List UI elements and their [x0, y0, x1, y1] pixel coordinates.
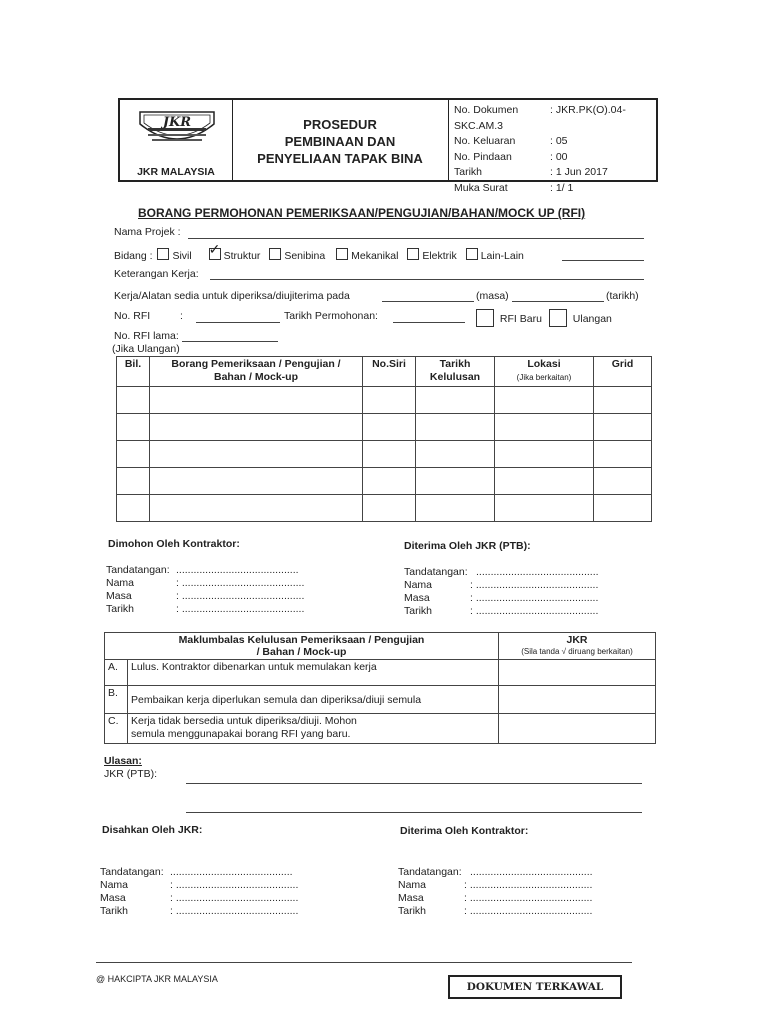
- bidang-row: Bidang : Sivil ✓ Struktur Senibina Mekanikal Elektrik Lain-Lain: [114, 241, 524, 262]
- disahkan-jkr-title: Disahkan Oleh JKR:: [102, 824, 203, 836]
- org-name: JKR MALAYSIA: [137, 166, 215, 178]
- document-meta: No. Dokumen : JKR.PK(O).04-SKC.AM.3 No. Keluaran : 05 No. Pindaan : 00 Tarikh : 1 Jun 2017 Muka Surat : 1/ 1: [454, 104, 626, 194]
- form-title: BORANG PERMOHONAN PEMERIKSAAN/PENGUJIAN/BAHAN/MOCK UP (RFI): [138, 206, 586, 220]
- no-rfi-field[interactable]: [196, 322, 280, 323]
- no-rfi-lama-label: No. RFI lama:: [114, 330, 179, 342]
- maklumbalas-header: Maklumbalas Kelulusan Pemeriksaan / Pengujian / Bahan / Mock-up: [105, 633, 499, 660]
- ulasan-jkr-label: JKR (PTB):: [104, 768, 158, 780]
- no-rfi-lama-field[interactable]: [182, 341, 278, 342]
- keterangan-field[interactable]: [210, 279, 644, 280]
- table-row: C. Kerja tidak bersedia untuk diperiksa/diuji. Mohon semula menggunapakai borang RFI yang baru.: [105, 714, 656, 744]
- check-mark-icon: ✓: [208, 241, 221, 257]
- logo-text: JKR: [162, 115, 192, 130]
- masa-field[interactable]: [382, 301, 474, 302]
- ulasan-title: Ulasan:: [104, 755, 142, 767]
- rfi-type-row: RFI Baru Ulangan: [476, 309, 612, 327]
- nama-projek-label: Nama Projek :: [114, 226, 181, 238]
- struktur-checkbox[interactable]: [208, 241, 221, 260]
- table-row: [117, 414, 652, 441]
- ulasan-line-1[interactable]: [186, 783, 642, 784]
- kontraktor-receipt-sign-block[interactable]: Tandatangan: .......................................... Nama : .......................................... Masa : .......................................... Tarikh : ..........................................: [398, 866, 593, 917]
- col-no-siri: No.Siri: [363, 357, 416, 387]
- tarikh-permohonan-field[interactable]: [393, 322, 465, 323]
- jkr-header: JKR (Sila tanda √ diruang berkaitan): [499, 633, 656, 660]
- jkr-check-b[interactable]: [499, 686, 656, 714]
- ulangan-checkbox[interactable]: [549, 309, 567, 327]
- col-grid: Grid: [594, 357, 652, 387]
- keterangan-label: Keterangan Kerja:: [114, 268, 199, 280]
- rfi-baru-checkbox[interactable]: [476, 309, 494, 327]
- no-rfi-label: No. RFI: [114, 310, 151, 322]
- jkr-check-a[interactable]: [499, 660, 656, 686]
- lain-lain-checkbox[interactable]: [466, 248, 478, 260]
- tarikh-field[interactable]: [512, 301, 604, 302]
- lain-lain-field[interactable]: [562, 260, 644, 261]
- diterima-kontraktor-title: Diterima Oleh Kontraktor:: [400, 825, 529, 837]
- jkr-sign-block[interactable]: Tandatangan: .......................................... Nama : .......................................... Masa : .......................................... Tarikh : ..........................................: [404, 566, 599, 617]
- jkr-approval-sign-block[interactable]: Tandatangan: .......................................... Nama : .......................................... Masa : .......................................... Tarikh : ..........................................: [100, 866, 299, 917]
- jkr-check-c[interactable]: [499, 714, 656, 744]
- maklumbalas-header-row: [105, 633, 656, 660]
- elektrik-checkbox[interactable]: [407, 248, 419, 260]
- senibina-checkbox[interactable]: [269, 248, 281, 260]
- tarikh-label: (tarikh): [606, 290, 639, 302]
- col-bil: Bil.: [117, 357, 150, 387]
- masa-label: (masa): [476, 290, 509, 302]
- ulasan-line-2[interactable]: [186, 812, 642, 813]
- maklumbalas-table: [104, 632, 656, 744]
- footer-divider: [96, 962, 632, 963]
- col-tarikh-kelulusan: Tarikh Kelulusan: [416, 357, 495, 387]
- document-header: [118, 98, 658, 194]
- jika-ulangan-note: (Jika Ulangan): [112, 343, 180, 355]
- no-rfi-colon: :: [180, 310, 183, 322]
- tarikh-permohonan-label: Tarikh Permohonan:: [284, 310, 378, 322]
- diterima-jkr-title: Diterima Oleh JKR (PTB):: [404, 540, 531, 552]
- inspection-table: [116, 356, 652, 522]
- dokumen-terkawal-stamp: DOKUMEN TERKAWAL: [448, 975, 622, 999]
- table-row: A. Lulus. Kontraktor dibenarkan untuk memulakan kerja: [105, 660, 656, 686]
- jkr-logo: [134, 106, 220, 158]
- document-title: PROSEDUR PEMBINAAN DAN PENYELIAAN TAPAK BINA: [257, 117, 423, 166]
- kerja-alatan-label: Kerja/Alatan sedia untuk diperiksa/diujiterima pada: [114, 290, 350, 302]
- copyright: @ HAKCIPTA JKR MALAYSIA: [96, 974, 218, 984]
- table-row: [117, 387, 652, 414]
- col-borang: Borang Pemeriksaan / Pengujian / Bahan / Mock-up: [150, 357, 363, 387]
- table-row: [117, 468, 652, 495]
- table-row: [117, 441, 652, 468]
- dimohon-kontraktor-title: Dimohon Oleh Kontraktor:: [108, 538, 240, 550]
- table-row: [117, 495, 652, 522]
- sivil-checkbox[interactable]: [157, 248, 169, 260]
- table-header-row: [117, 357, 652, 387]
- table-row: B. Pembaikan kerja diperlukan semula dan diperiksa/diuji semula: [105, 686, 656, 714]
- nama-projek-field[interactable]: [188, 238, 644, 239]
- kontraktor-sign-block[interactable]: Tandatangan: .......................................... Nama : .......................................... Masa : .......................................... Tarikh : ..........................................: [106, 564, 305, 615]
- mekanikal-checkbox[interactable]: [336, 248, 348, 260]
- col-lokasi: Lokasi (Jika berkaitan): [495, 357, 594, 387]
